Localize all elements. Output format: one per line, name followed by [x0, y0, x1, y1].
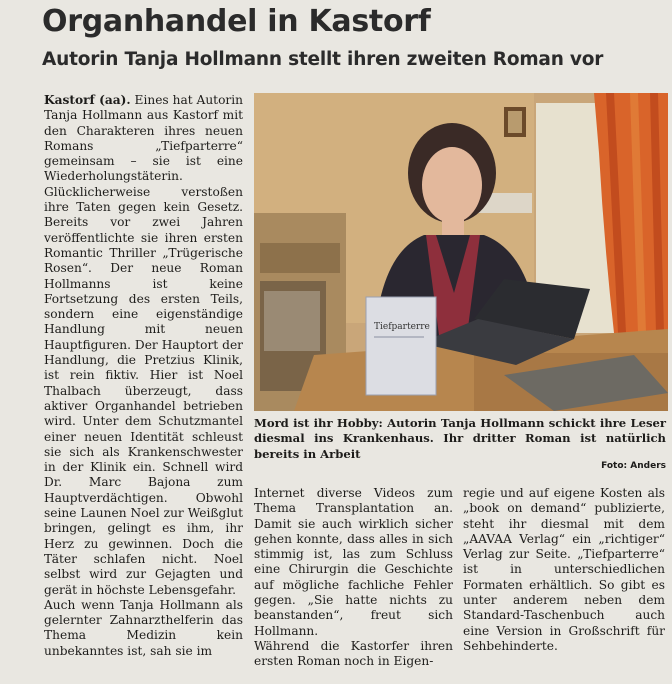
paragraph	[44, 93, 243, 598]
paragraph: Während die Kastorfer ihren ersten Roman noch in Eigen-	[254, 638, 453, 669]
photo-credit: Foto: Anders	[601, 461, 666, 471]
paragraph: Auch wenn Tanja Hollmann als gelernter Zahnarzthelferin das Thema Medizin kein unbekanntes ist, sah sie im	[44, 597, 243, 658]
paragraph: regie und auf eigene Kosten als „book on demand“ publizierte, steht ihr diesmal mit dem „AAVAA Verlag“ ein „richtiger“ Verlag zur Seite. „Tiefparterre“ ist in unterschiedlichen Formaten erhältlich. So gibt es unter anderem neben dem Standard-Taschenbuch auch eine Version in Großschrift für Sehbehinderte.	[463, 486, 665, 653]
article-column-1	[44, 93, 243, 659]
article-column-3	[463, 486, 665, 654]
article-photo	[254, 93, 668, 411]
paragraph: Internet diverse Videos zum Thema Transplantation an. Damit sie auch wirklich sicher gehen konnte, dass alles in sich stimmig ist, las zum Schluss eine Chirurgin die Geschichte auf mögliche fachliche Fehler gegen. „Sie hatte nichts zu beanstanden“, freut sich Hollmann.	[254, 486, 453, 638]
headline: Organhandel in Kastorf	[42, 4, 431, 39]
photo-caption: Mord ist ihr Hobby: Autorin Tanja Hollmann schickt ihre Leser diesmal ins Krankenhaus. Ihr dritter Roman ist natürlich bereits in Arbeit	[254, 416, 666, 461]
article-column-2	[254, 486, 453, 670]
photo-illustration	[254, 93, 668, 411]
dateline: Kastorf (aa).	[44, 93, 131, 107]
book-title-text: Tiefparterre	[374, 322, 430, 332]
subheadline: Autorin Tanja Hollmann stellt ihren zweiten Roman vor	[42, 49, 604, 70]
body-text: Eines hat Autorin Tanja Hollmann aus Kastorf mit den Charakteren ihres neuen Romans „Tiefparterre“ gemeinsam – sie ist eine Wiederholungstäterin. Glücklicherweise verstoßen ihre Taten gegen kein Gesetz. Bereits vor zwei Jahren veröffentlichte sie ihren ersten Romantic Thriller „Trügerische Rosen“. Der neue Roman Hollmanns ist keine Fortsetzung des ersten Teils, sondern eine eigenständige Handlung mit neuen Hauptfiguren. Der Hauptort der Handlung, die Pretzius Klinik, ist rein fiktiv. Hier ist Noel Thalbach überzeugt, dass aktiver Organhandel betrieben wird. Unter dem Schutzmantel einer neuen Identität schleust sie sich als Krankenschwester in der Klinik ein. Schnell wird Dr. Marc Bajona zum Hauptverdächtigen. Obwohl seine Launen Noel zur Weißglut bringen, gelingt es ihm, ihr Herz zu gewinnen. Doch die Täter schlafen nicht. Noel selbst wird zur Gejagten und gerät in höchste Lebensgefahr.	[44, 93, 243, 597]
